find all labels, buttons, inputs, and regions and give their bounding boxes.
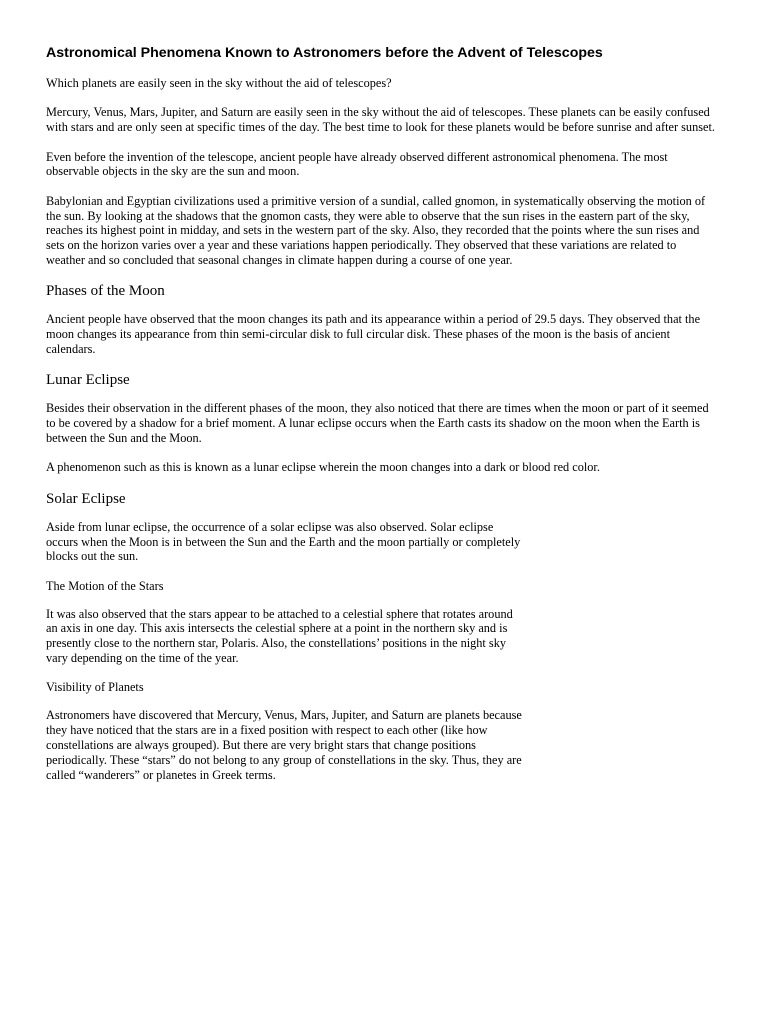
document-page [46,44,718,797]
document-title: Astronomical Phenomena Known to Astronomers before the Advent of Telescopes [46,45,603,61]
stars-paragraph: It was also observed that the stars appear to be attached to a celestial sphere that rotates around an axis in one day. This axis intersects the celestial sphere at a point in the northern sky and is presently close to the northern star, Polaris. Also, the constellations’ positions in the night sky vary depending on the time of the year. [46,606,513,666]
section-heading-visibility-of-planets: Visibility of Planets [46,680,144,695]
section-heading-solar-eclipse: Solar Eclipse [46,490,126,507]
section-heading-motion-of-stars: The Motion of the Stars [46,578,164,593]
intro-paragraph: Mercury, Venus, Mars, Jupiter, and Saturn are easily seen in the sky without the aid of telescopes. These planets can be easily confused with stars and are only seen at specific times of the day. The best time to look for these planets would be before sunrise and after sunset. [46,105,715,135]
lunar-paragraph: Besides their observation in the different phases of the moon, they also noticed that there are times when the moon or part of it seemed to be covered by a shadow for a brief moment. A lunar eclipse occurs when the Earth casts its shadow on the moon when the Earth is between the Sun and the Moon. [46,401,709,445]
section-heading-lunar-eclipse: Lunar Eclipse [46,372,130,389]
solar-paragraph: Aside from lunar eclipse, the occurrence of a solar eclipse was also observed. Solar eclipse occurs when the Moon is in between the Sun and the Earth and the moon partially or completely blocks out the sun. [46,519,521,564]
phases-paragraph: Ancient people have observed that the moon changes its path and its appearance within a period of 29.5 days. They observed that the moon changes its appearance from thin semi-circular disk to full circular disk. These phases of the moon is the basis of ancient calendars. [46,312,701,356]
visibility-paragraph: Astronomers have discovered that Mercury, Venus, Mars, Jupiter, and Saturn are planets because they have noticed that the stars are in a fixed position with respect to each other (like how constellations are always grouped). But there are very bright stars that change positions periodically. These “stars” do not belong to any group of constellations in the sky. Thus, they are called “wanderers” or planetes in Greek terms. [46,708,522,782]
intro-paragraph: Babylonian and Egyptian civilizations used a primitive version of a sundial, called gnomon, in systematically observing the motion of the sun. By looking at the shadows that the gnomon casts, they were able to observe that the sun rises in the eastern part of the sky, reaches its highest point in midday, and sets in the western part of the sky. Also, they recorded that the points where the sun rises and sets on the horizon varies over a year and these variations happen periodically. They observed that these variations are related to weather and so concluded that seasonal changes in climate happen during a course of one year. [46,193,706,267]
section-heading-phases: Phases of the Moon [46,283,165,300]
lunar-paragraph: A phenomenon such as this is known as a lunar eclipse wherein the moon changes into a dark or blood red color. [46,460,600,475]
intro-paragraph: Even before the invention of the telescope, ancient people have already observed different astronomical phenomena. The most observable objects in the sky are the sun and moon. [46,149,668,179]
intro-question: Which planets are easily seen in the sky without the aid of telescopes? [46,76,392,90]
